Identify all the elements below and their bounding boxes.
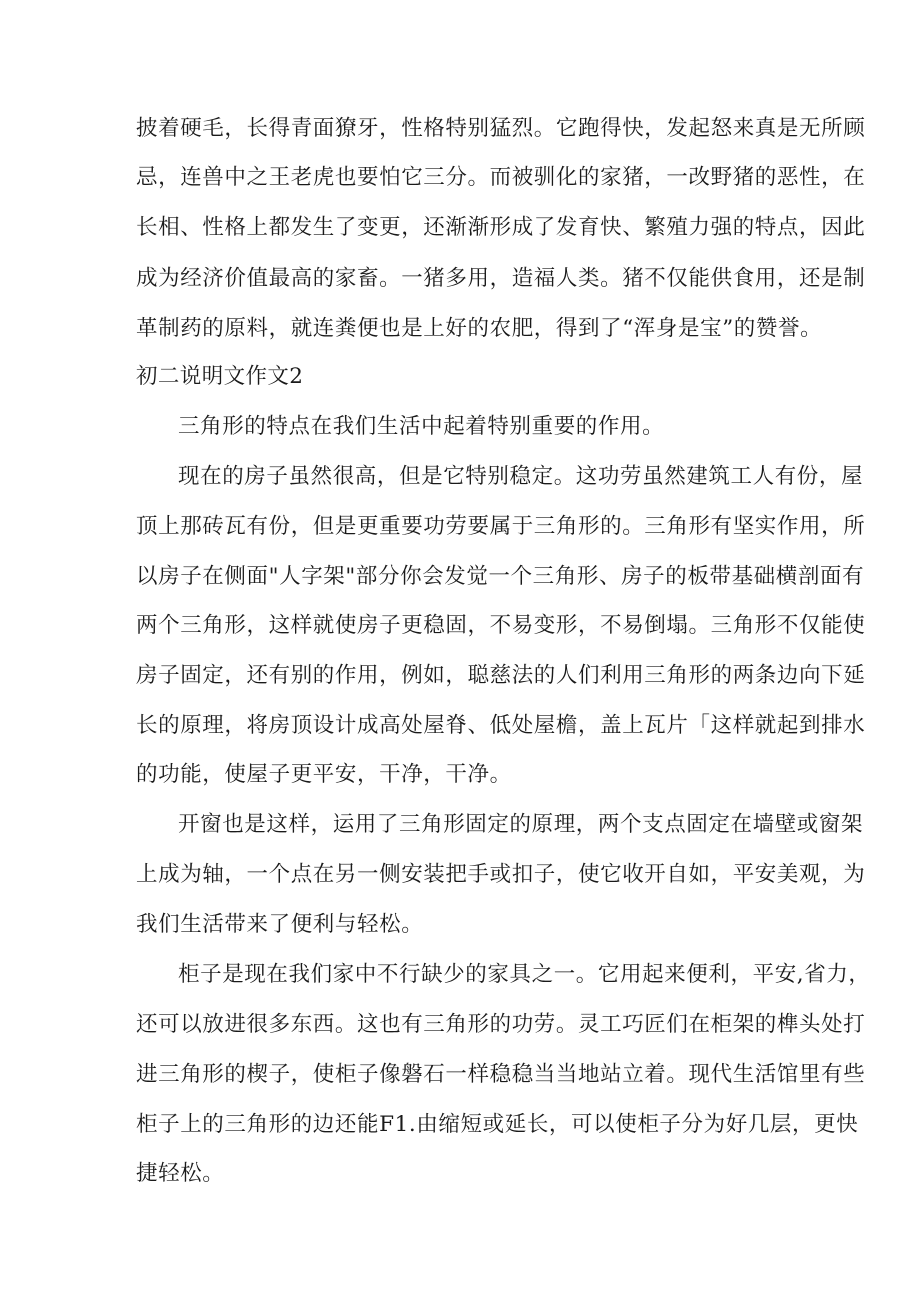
text-line: 长的原理，将房顶设计成高处屋脊、低处屋檐，盖上瓦片「这样就起到排水: [136, 713, 866, 738]
text-line: 我们生活带来了便利与轻松。: [136, 912, 424, 937]
text-line: 成为经济价值最高的家畜。一猪多用，造福人类。猪不仅能供食用，还是制: [136, 266, 866, 291]
paragraph-first-line: 开窗也是这样，运用了三角形固定的原理，两个支点固定在墙壁或窗架: [178, 812, 864, 837]
text-line: 革制药的原料，就连粪便也是上好的农肥，得到了“浑身是宝”的赞誉。: [136, 316, 823, 341]
text-line: 的功能，使屋子更平安，干净，干净。: [136, 762, 512, 787]
text-line: 两个三角形，这样就使房子更稳固，不易变形，不易倒塌。三角形不仅能使: [136, 613, 866, 638]
text-line: 披着硬毛，长得青面獠牙，性格特别猛烈。它跑得快，发起怒来真是无所顾: [136, 116, 866, 141]
text-line: 进三角形的楔子，使柜子像磐石一样稳稳当当地站立着。现代生活馆里有些: [136, 1062, 866, 1087]
paragraph-first-line: 三角形的特点在我们生活中起着特别重要的作用。: [178, 414, 665, 439]
text-line: 忌，连兽中之王老虎也要怕它三分。而被驯化的家猪，一改野猪的恶性，在: [136, 165, 866, 190]
text-line: 柜子上的三角形的边还能F1.由缩短或延长，可以使柜子分为好几层，更快: [136, 1112, 859, 1137]
paragraph-first-line: 现在的房子虽然很高，但是它特别稳定。这功劳虽然建筑工人有份，屋: [178, 464, 864, 489]
text-line: 长相、性格上都发生了变更，还渐渐形成了发育快、繁殖力强的特点，因此: [136, 215, 866, 240]
text-line: 以房子在侧面"人字架"部分你会发觉一个三角形、房子的板带基础横剖面有: [136, 564, 865, 589]
paragraph-first-line: 柜子是现在我们家中不行缺少的家具之一。它用起来便利，平安,省力，: [178, 962, 871, 987]
text-line: 房子固定，还有别的作用，例如，聪慈法的人们利用三角形的两条边向下延: [136, 663, 866, 688]
text-line: 捷轻松。: [136, 1161, 225, 1186]
text-line: 上成为轴，一个点在另一侧安装把手或扣子，使它收开自如，平安美观，为: [136, 862, 866, 887]
text-line: 还可以放进很多东西。这也有三角形的功劳。灵工巧匠们在柜架的榫头处打: [136, 1012, 866, 1037]
section-heading: 初二说明文作文2: [136, 364, 304, 389]
text-line: 顶上那砖瓦有份，但是更重要功劳要属于三角形的。三角形有坚实作用，所: [136, 514, 866, 539]
